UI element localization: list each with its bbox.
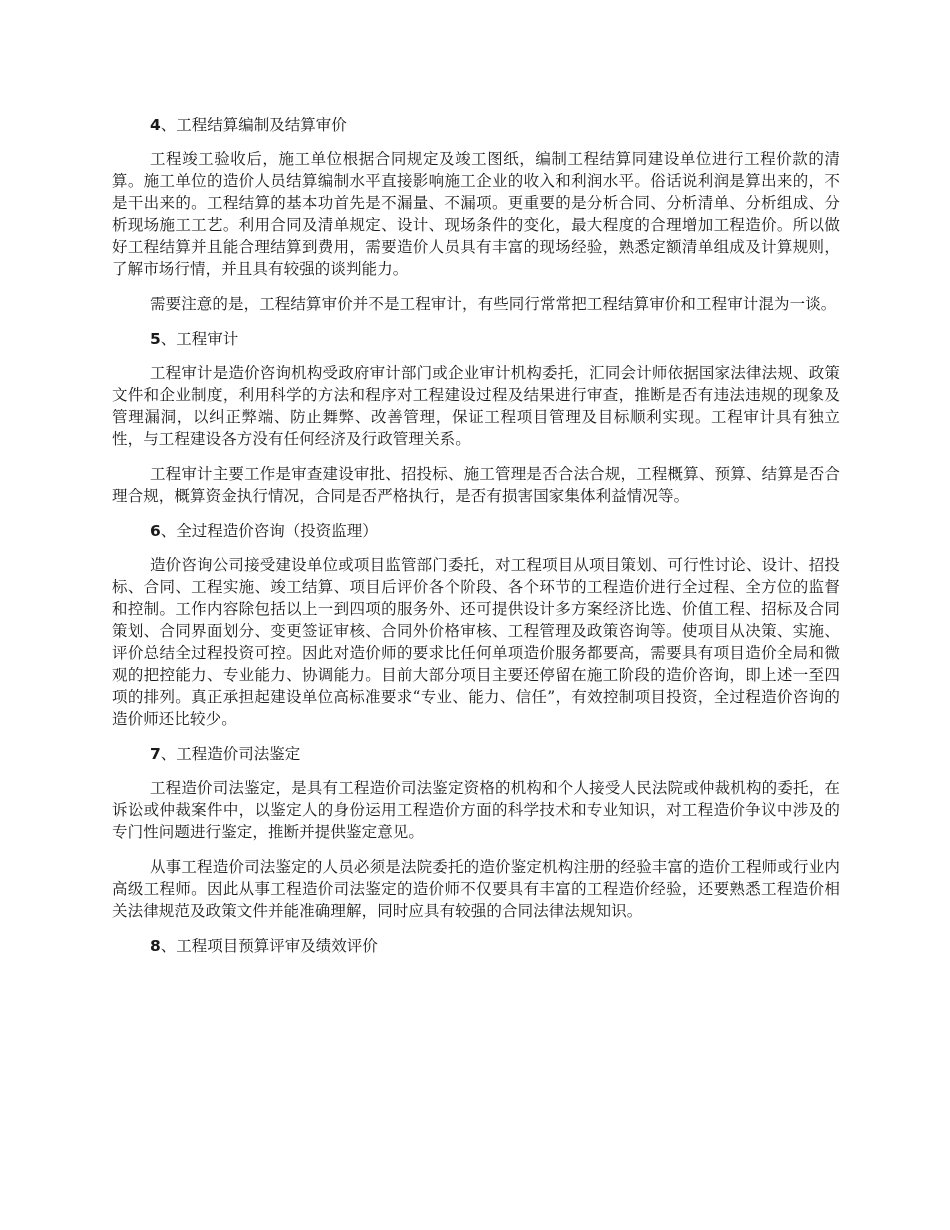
paragraph: 工程造价司法鉴定，是具有工程造价司法鉴定资格的机构和个人接受人民法院或仲裁机构的委托，在诉讼或仲裁案件中，以鉴定人的身份运用工程造价方面的科学技术和专业知识，对工程造价争议中涉及的专门性问题进行鉴定，推断并提供鉴定意见。 [112, 779, 840, 841]
section-heading-6 [112, 520, 840, 542]
paragraph: 需要注意的是，工程结算审价并不是工程审计，有些同行常常把工程结算审价和工程审计混为一谈。 [150, 295, 837, 313]
section-heading-4 [112, 114, 840, 136]
paragraph: 工程审计是造价咨询机构受政府审计部门或企业审计机构委托，汇同会计师依据国家法律法规、政策文件和企业制度，利用科学的方法和程序对工程建设过程及结果进行审查，推断是否有违法违规的现象及管理漏洞，以纠正弊端、防止舞弊、改善管理，保证工程项目管理及目标顺利实现。工程审计具有独立性，与工程建设各方没有任何经济及行政管理关系。 [112, 364, 840, 448]
paragraph: 工程审计主要工作是审查建设审批、招投标、施工管理是否合法合规，工程概算、预算、结算是否合理合规，概算资金执行情况，合同是否严格执行，是否有损害国家集体利益情况等。 [112, 465, 840, 505]
paragraph: 造价咨询公司接受建设单位或项目监管部门委托，对工程项目从项目策划、可行性讨论、设计、招投标、合同、工程实施、竣工结算、项目后评价各个阶段、各个环节的工程造价进行全过程、全方位的监督和控制。工作内容除包括以上一到四项的服务外、还可提供设计多方案经济比选、价值工程、招标及合同策划、合同界面划分、变更签证审核、合同外价格审核、工程管理及政策咨询等。使项目从决策、实施、评价总结全过程投资可控。因此对造价师的要求比任何单项造价服务都要高，需要具有项目造价全局和微观的把控能力、专业能力、协调能力。目前大部分项目主要还停留在施工阶段的造价咨询，即上述一至四项的排列。真正承担起建设单位高标准要求“专业、能力、信任”，有效控制项目投资，全过程造价咨询的造价师还比较少。 [112, 556, 840, 728]
section-number: 8 [150, 937, 161, 955]
section-number: 6 [150, 522, 161, 540]
section-title: 、工程审计 [160, 330, 239, 348]
paragraph: 从事工程造价司法鉴定的人员必须是法院委托的造价鉴定机构注册的经验丰富的造价工程师或行业内高级工程师。因此从事工程造价司法鉴定的造价师不仅要具有丰富的工程造价经验，还要熟悉工程造价相关法律规范及政策文件并能准确理解，同时应具有较强的合同法律法规知识。 [112, 858, 840, 920]
section-number: 5 [150, 330, 161, 348]
section-heading-8 [112, 935, 840, 957]
section-title: 、工程造价司法鉴定 [160, 745, 301, 763]
section-number: 7 [150, 745, 161, 763]
section-title: 、工程项目预算评审及绩效评价 [160, 937, 378, 955]
document-page [112, 106, 840, 969]
section-title: 、全过程造价咨询（投资监理） [160, 522, 378, 540]
paragraph: 工程竣工验收后，施工单位根据合同规定及竣工图纸，编制工程结算同建设单位进行工程价款的清算。施工单位的造价人员结算编制水平直接影响施工企业的收入和利润水平。俗话说利润是算出来的，不是干出来的。工程结算的基本功首先是不漏量、不漏项。更重要的是分析合同、分析清单、分析组成、分析现场施工工艺。利用合同及清单规定、设计、现场条件的变化，最大程度的合理增加工程造价。所以做好工程结算并且能合理结算到费用，需要造价人员具有丰富的现场经验，熟悉定额清单组成及计算规则，了解市场行情，并且具有较强的谈判能力。 [112, 150, 840, 278]
section-number: 4 [150, 116, 161, 134]
section-title: 、工程结算编制及结算审价 [160, 116, 347, 134]
section-heading-5 [112, 328, 840, 350]
section-heading-7 [112, 743, 840, 765]
